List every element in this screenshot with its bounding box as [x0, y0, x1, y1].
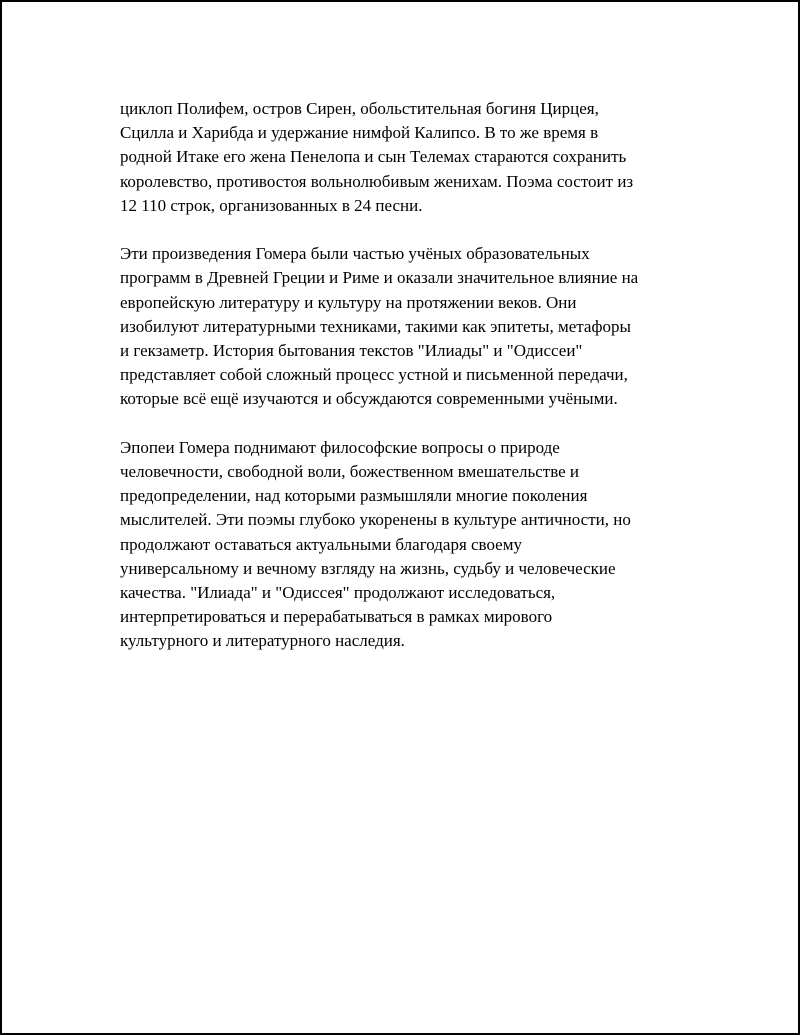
text-line: европейскую литературу и культуру на протяжении веков. Они	[120, 292, 577, 312]
text-line: мыслителей. Эти поэмы глубоко укоренены в культуре античности, но	[120, 510, 631, 530]
text-line: циклоп Полифем, остров Сирен, обольстительная богиня Цирцея,	[120, 99, 599, 118]
text-line: Эпопеи Гомера поднимают философские вопросы о природе	[120, 437, 560, 457]
text-line: 12 110 строк, организованных в 24 песни.	[120, 195, 423, 215]
text-line: представляет собой сложный процесс устной и письменной передачи,	[120, 365, 628, 385]
text-line: родной Итаке его жена Пенелопа и сын Телемах стараются сохранить	[120, 147, 627, 167]
paragraph-odyssey-summary	[120, 97, 700, 218]
text-line: интерпретироваться и перерабатываться в рамках мирового	[120, 607, 553, 627]
paragraph-influence	[120, 242, 700, 411]
text-line: которые всё ещё изучаются и обсуждаются современными учёными.	[120, 389, 618, 409]
text-line: культурного и литературного наследия.	[120, 631, 405, 651]
text-line: предопределении, над которыми размышляли многие поколения	[120, 486, 588, 506]
text-line: королевство, противостоя вольнолюбивым женихам. Поэма состоит из	[120, 171, 634, 191]
text-line: продолжают оставаться актуальными благодаря своему	[120, 534, 522, 554]
paragraph-philosophy	[120, 436, 700, 654]
text-line: и гекзаметр. История бытования текстов "Илиады" и "Одиссеи"	[120, 341, 583, 361]
text-line: изобилуют литературными техниками, такими как эпитеты, метафоры	[120, 316, 631, 336]
text-line: универсальному и вечному взгляду на жизнь, судьбу и человеческие	[120, 558, 616, 578]
text-line: человечности, свободной воли, божественном вмешательстве и	[120, 462, 580, 482]
text-line: Сцилла и Харибда и удержание нимфой Калипсо. В то же время в	[120, 123, 599, 143]
text-line: качества. "Илиада" и "Одиссея" продолжают исследоваться,	[120, 583, 556, 603]
text-line: программ в Древней Греции и Риме и оказали значительное влияние на	[120, 268, 639, 288]
text-line: Эти произведения Гомера были частью учёных образовательных	[120, 244, 590, 264]
document-body	[120, 97, 700, 678]
